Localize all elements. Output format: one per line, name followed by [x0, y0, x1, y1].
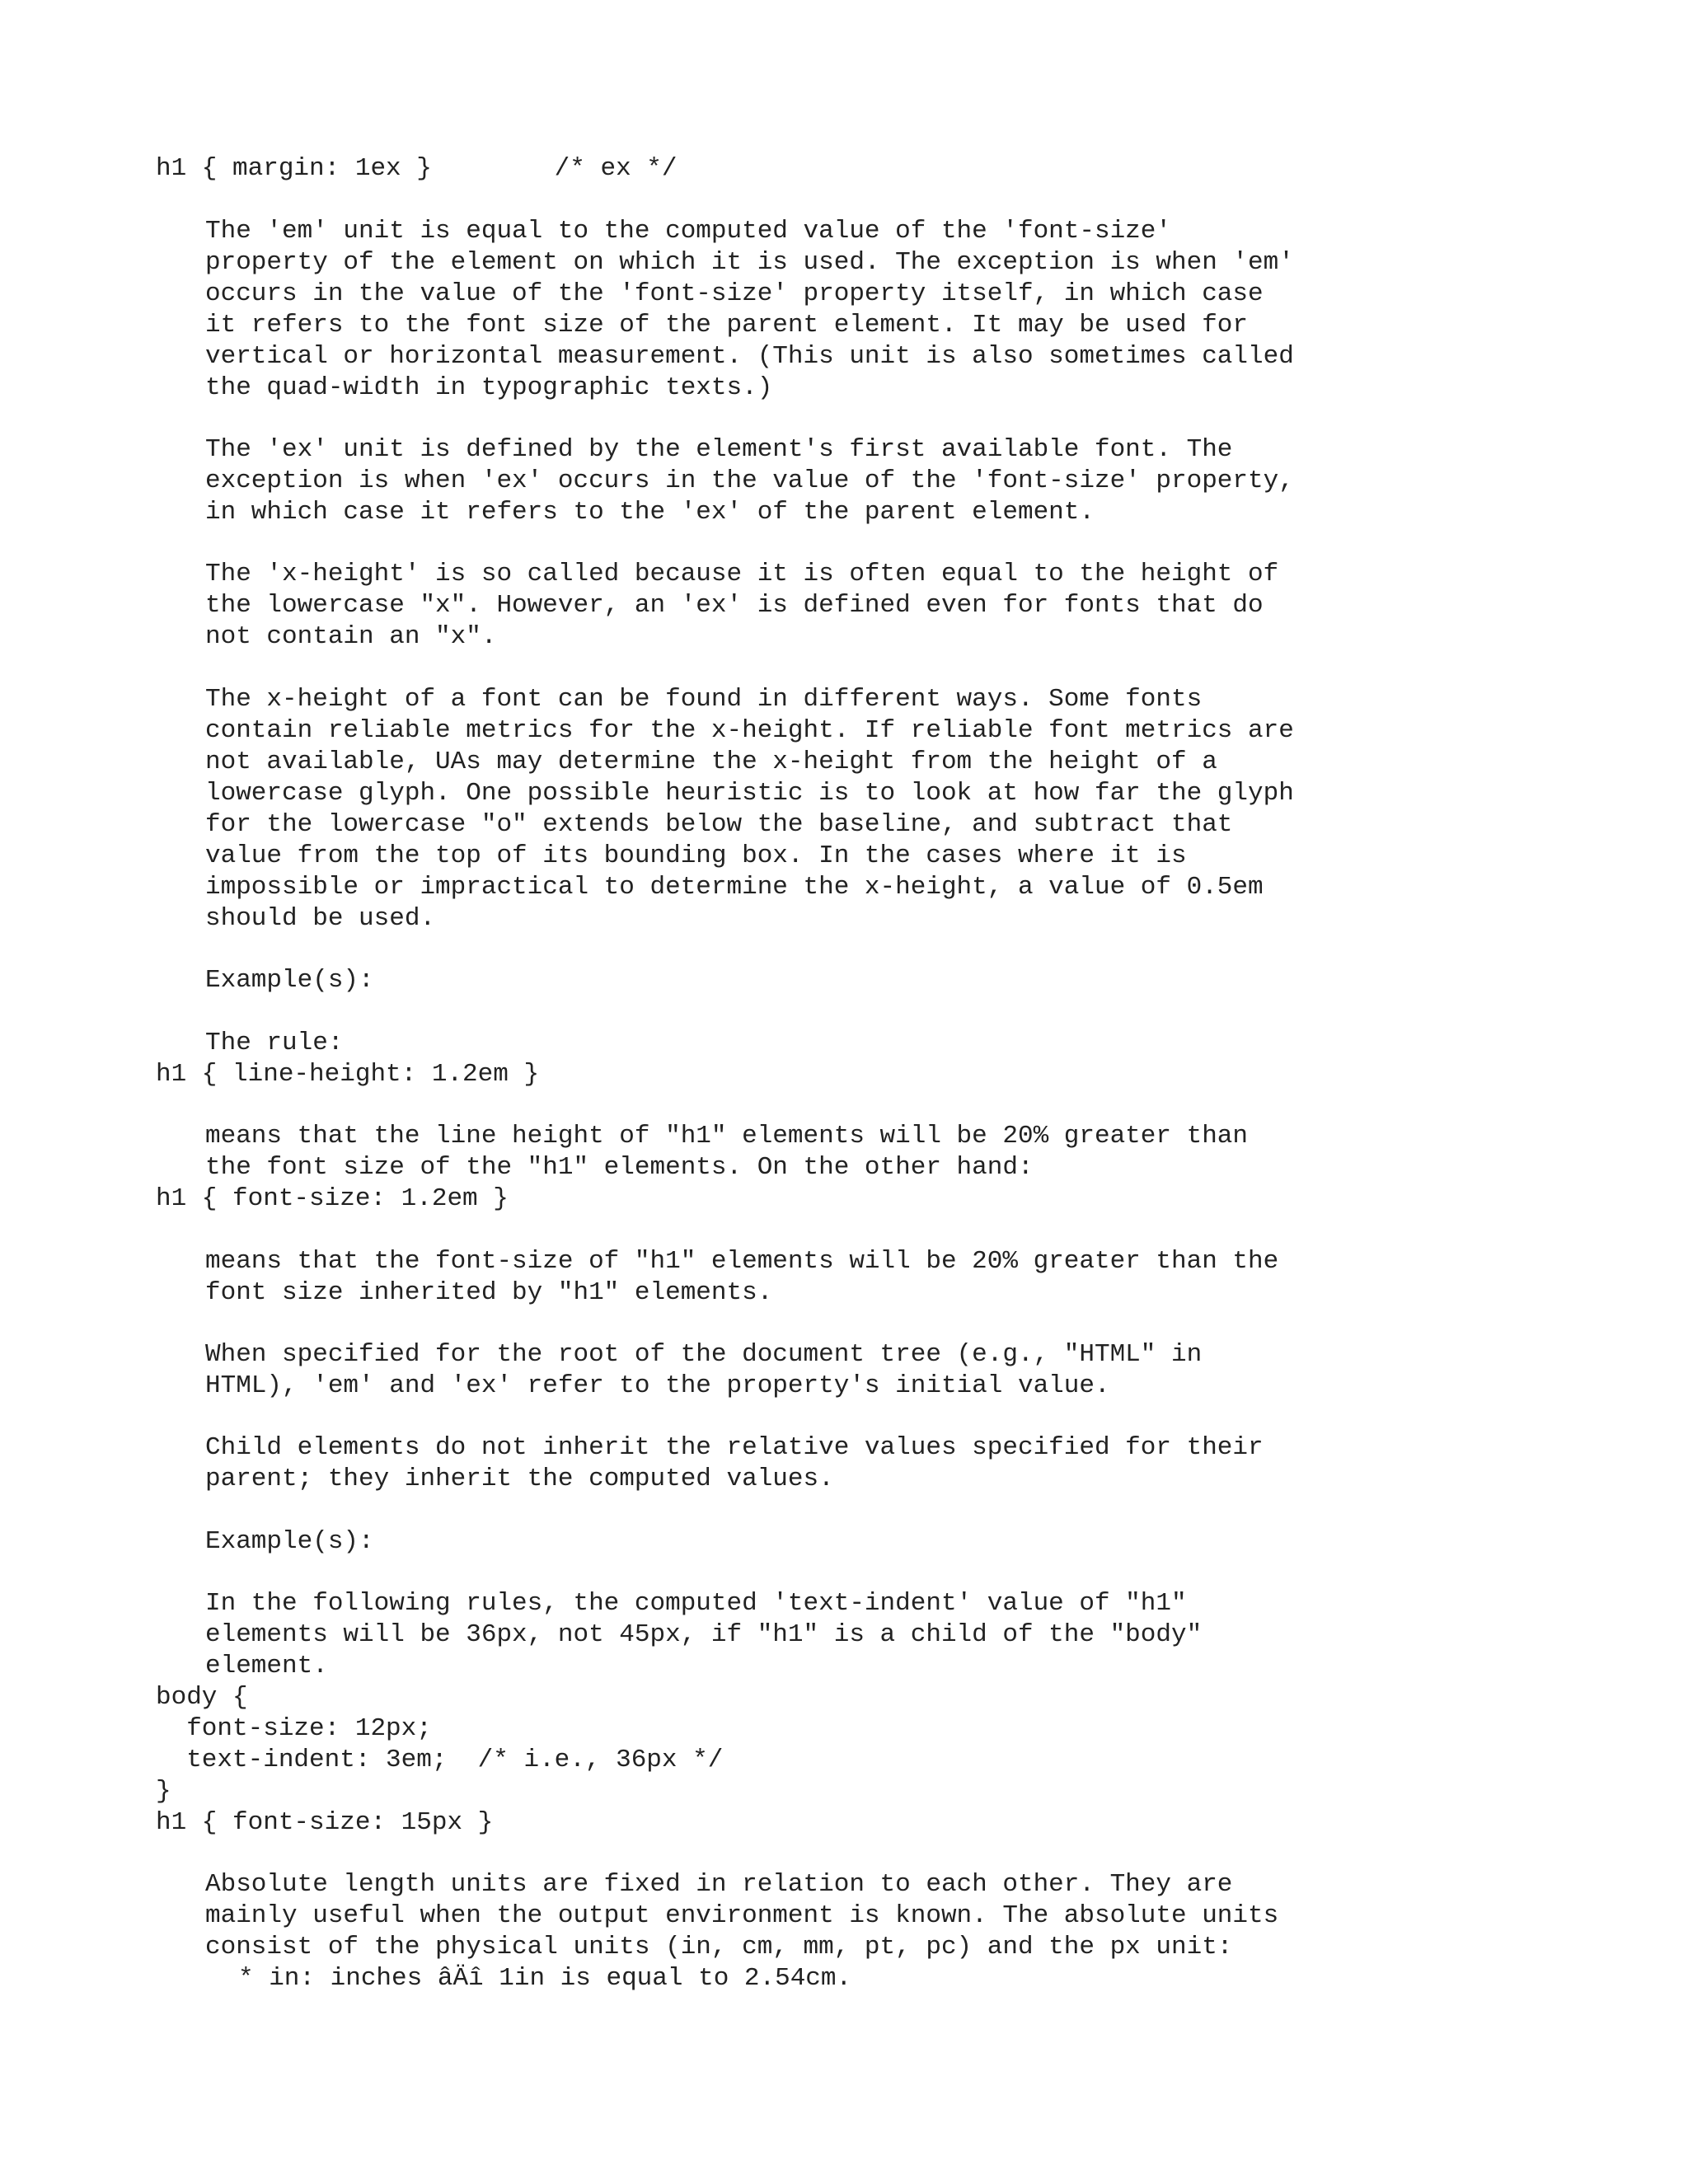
- code-line: h1 { line-height: 1.2em }: [156, 1060, 540, 1089]
- text-line: The 'ex' unit is defined by the element's first available font. The: [205, 435, 1233, 464]
- text-line: When specified for the root of the document tree (e.g., "HTML" in: [205, 1340, 1203, 1369]
- text-line: the font size of the "h1" elements. On the other hand:: [205, 1153, 1034, 1182]
- text-line: not contain an "x".: [205, 622, 497, 651]
- text-line: The rule:: [205, 1029, 344, 1057]
- text-line: contain reliable metrics for the x-height. If reliable font metrics are: [205, 716, 1294, 745]
- text-line: property of the element on which it is used. The exception is when 'em': [205, 248, 1294, 277]
- text-line: Absolute length units are fixed in relation to each other. They are: [205, 1870, 1233, 1899]
- text-line: value from the top of its bounding box. In the cases where it is: [205, 841, 1187, 870]
- text-line: in which case it refers to the 'ex' of the parent element.: [205, 498, 1095, 527]
- text-line: parent; they inherit the computed values.: [205, 1465, 834, 1493]
- text-line: Child elements do not inherit the relative values specified for their: [205, 1433, 1264, 1462]
- text-line: HTML), 'em' and 'ex' refer to the property's initial value.: [205, 1371, 1110, 1400]
- text-line: font size inherited by "h1" elements.: [205, 1278, 773, 1307]
- text-line: means that the line height of "h1" elements will be 20% greater than: [205, 1122, 1249, 1151]
- text-line: elements will be 36px, not 45px, if "h1" is a child of the "body": [205, 1620, 1203, 1649]
- text-line: vertical or horizontal measurement. (This unit is also sometimes called: [205, 342, 1294, 371]
- text-line: for the lowercase "o" extends below the baseline, and subtract that: [205, 810, 1233, 839]
- text-line: impossible or impractical to determine the x-height, a value of 0.5em: [205, 873, 1264, 902]
- text-line: The x-height of a font can be found in different ways. Some fonts: [205, 685, 1203, 714]
- text-line: element.: [205, 1652, 328, 1680]
- text-line: Example(s):: [205, 1527, 374, 1556]
- code-line: h1 { margin: 1ex } /* ex */: [156, 154, 678, 183]
- code-line: font-size: 12px;: [156, 1714, 432, 1743]
- code-line: }: [156, 1777, 171, 1806]
- text-line: should be used.: [205, 904, 436, 933]
- text-line: In the following rules, the computed 'text-indent' value of "h1": [205, 1589, 1187, 1618]
- text-line: it refers to the font size of the parent element. It may be used for: [205, 311, 1249, 340]
- code-line: h1 { font-size: 1.2em }: [156, 1184, 509, 1213]
- text-line: occurs in the value of the 'font-size' property itself, in which case: [205, 279, 1264, 308]
- text-line: means that the font-size of "h1" elements will be 20% greater than the: [205, 1247, 1279, 1276]
- code-line: h1 { font-size: 15px }: [156, 1808, 494, 1837]
- text-line: consist of the physical units (in, cm, mm, pt, pc) and the px unit:: [205, 1933, 1233, 1961]
- text-line: The 'em' unit is equal to the computed value of the 'font-size': [205, 217, 1171, 246]
- text-line: exception is when 'ex' occurs in the value of the 'font-size' property,: [205, 466, 1294, 495]
- code-line: body {: [156, 1683, 248, 1712]
- text-line: the lowercase "x". However, an 'ex' is defined even for fonts that do: [205, 591, 1264, 620]
- text-line: lowercase glyph. One possible heuristic is to look at how far the glyph: [205, 779, 1294, 808]
- text-line: Example(s):: [205, 966, 374, 995]
- text-line: The 'x-height' is so called because it is often equal to the height of: [205, 560, 1279, 588]
- text-line: not available, UAs may determine the x-height from the height of a: [205, 748, 1217, 776]
- text-line: the quad-width in typographic texts.): [205, 373, 773, 402]
- text-line: mainly useful when the output environment is known. The absolute units: [205, 1901, 1279, 1930]
- code-line: text-indent: 3em; /* i.e., 36px */: [156, 1746, 724, 1774]
- list-item: * in: inches âÄî 1in is equal to 2.54cm.: [238, 1964, 852, 1993]
